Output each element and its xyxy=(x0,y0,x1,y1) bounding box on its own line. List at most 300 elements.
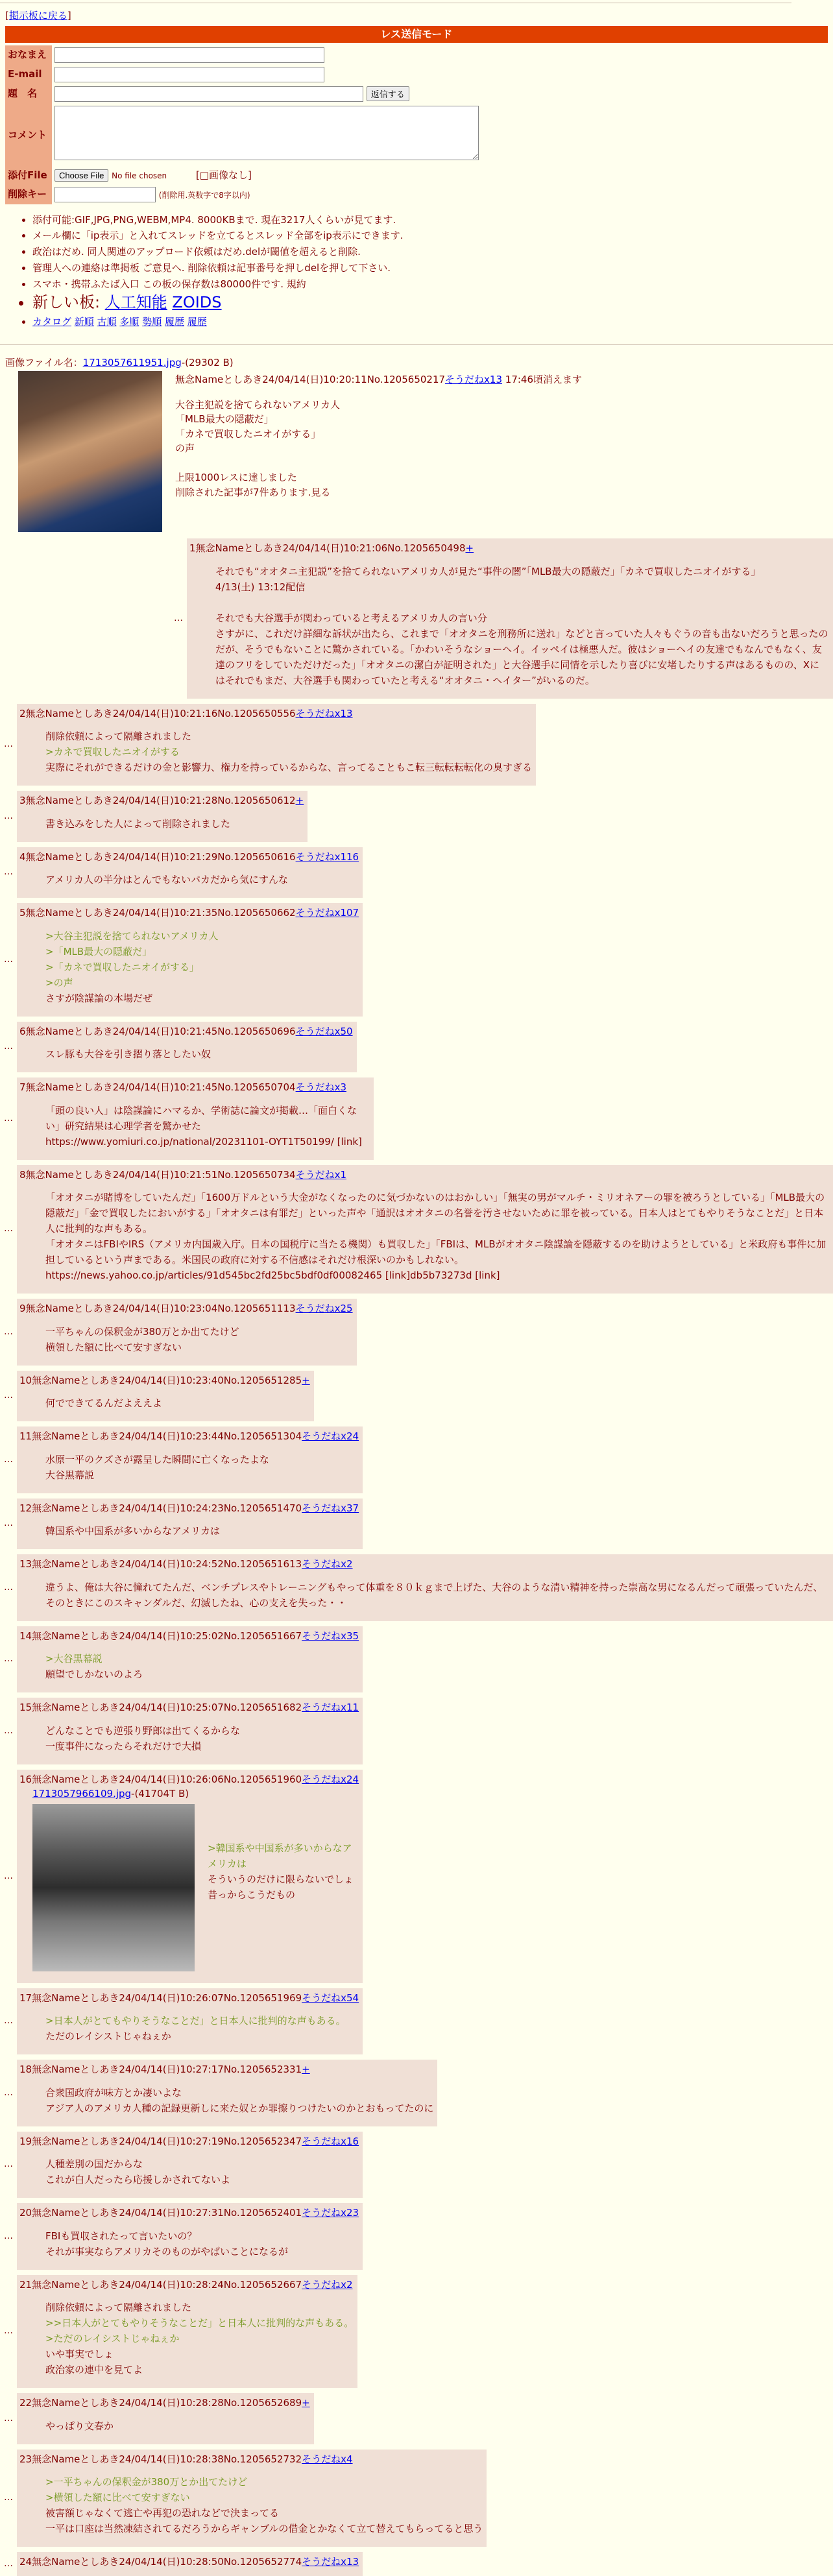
reply-number: 6 xyxy=(19,1025,26,1037)
reply-header-text: 無念Nameとしあき24/04/14(日)10:21:28No.1205650612 xyxy=(25,795,296,807)
reply-post xyxy=(0,2450,487,2547)
reply-header xyxy=(19,1772,359,1787)
sodane-link[interactable]: そうだねx35 xyxy=(302,1630,359,1642)
op-line: 大谷主犯説を捨てられないアメリカ人 xyxy=(175,398,340,411)
reply-dots: … xyxy=(4,1223,13,1234)
note-item: • 政治はだめ. 同人関連のアップロード依頼はだめ.delが閾値を超えると削除. xyxy=(32,244,833,260)
reply-dots: … xyxy=(4,1654,13,1665)
reply-content xyxy=(17,704,536,786)
reply-post xyxy=(0,1165,833,1294)
reply-content xyxy=(17,1988,363,2055)
reply-body xyxy=(45,1452,359,1483)
reply-body xyxy=(45,1723,359,1754)
sodane-link[interactable]: そうだねx24 xyxy=(302,1773,359,1785)
sodane-link[interactable]: そうだねx107 xyxy=(295,907,359,919)
bracket-close: ] xyxy=(67,10,71,21)
reply-body xyxy=(45,1103,370,1150)
reply-header xyxy=(19,1168,829,1183)
reply-header xyxy=(19,1080,370,1095)
reply-content xyxy=(17,1022,357,1073)
submit-reply-button[interactable]: 返信する xyxy=(367,86,409,101)
delkey-input[interactable] xyxy=(54,187,156,202)
reply-post xyxy=(0,1698,363,1764)
reply-number: 8 xyxy=(19,1168,26,1181)
reply-header-text: 無念Nameとしあき24/04/14(日)10:21:06No.1205650498 xyxy=(195,542,466,555)
reply-post xyxy=(170,538,833,699)
email-input[interactable] xyxy=(54,67,324,82)
reply-content xyxy=(187,538,833,699)
reply-header-text: 無念Nameとしあき24/04/14(日)10:27:19No.1205652347 xyxy=(32,2135,302,2147)
op-file-link[interactable]: 1713057611951.jpg xyxy=(82,356,182,368)
reply-line: 「オオタニが賭博をしていたんだ」「1600万ドルという大金がなくなったのに気づかないのはおかしい」「無実の男がマルチ・ミリオネアーの罪を被ろうとしている」「MLB最大の隠蔽だ」「金で買収したにおいがする」「オオタニは有罪だ」といった声や「通訳はオオタニの名誉を汚させないために罪を被っている。日本人はとてもやりそうなことだ」と日本人に批判的な声もある。 xyxy=(45,1192,825,1235)
reply-dots: … xyxy=(4,1454,13,1465)
reply-header xyxy=(19,906,359,921)
reply-dots: … xyxy=(4,2159,13,2170)
reply-header-text: 無念Nameとしあき24/04/14(日)10:27:17No.1205652331 xyxy=(32,2064,302,2076)
op-header-text: 無念Nameとしあき24/04/14(日)10:20:11No.1205650217 xyxy=(175,374,446,386)
reply-header-text: 無念Nameとしあき24/04/14(日)10:21:16No.1205650556 xyxy=(25,707,296,719)
quote-line: >カネで買収したニオイがする xyxy=(45,746,180,758)
reply-number: 2 xyxy=(19,707,26,719)
thread-divider xyxy=(0,344,833,345)
comment-textarea[interactable] xyxy=(54,106,479,160)
reply-header xyxy=(19,1557,829,1572)
reply-line: やっぱり文春か xyxy=(45,2420,114,2432)
reply-dots: … xyxy=(4,1113,13,1124)
sodane-link[interactable]: そうだねx1 xyxy=(295,1168,346,1181)
reply-body xyxy=(45,2085,433,2116)
reply-line: アメリカ人の半分はとんでもないバカだから気にすんな xyxy=(45,874,288,886)
sort-old-link[interactable]: 古順 xyxy=(97,315,117,328)
name-label: おなまえ xyxy=(5,45,52,65)
file-prefix: 画像ファイル名： xyxy=(5,356,83,368)
subject-input[interactable] xyxy=(54,86,363,102)
op-expiry: 17:46頃消えます xyxy=(505,374,583,386)
sodane-link[interactable]: + xyxy=(302,2397,310,2409)
reply-dots: … xyxy=(4,954,13,965)
reply-line: アジア人のアメリカ人種の記録更新しに来た奴とか罪擦りつけたいのかとおもってたのに xyxy=(45,2102,434,2114)
reply-line: https://www.yomiuri.co.jp/national/20231101-OYT1T50199/ [link] xyxy=(45,1135,362,1148)
reply-header xyxy=(19,793,304,808)
email-label: E-mail xyxy=(5,65,52,84)
reply-content xyxy=(17,2060,437,2126)
reply-body xyxy=(215,564,829,688)
reply-dots: … xyxy=(4,739,13,750)
reply-post xyxy=(0,1022,357,1073)
sodane-link[interactable]: そうだねx13 xyxy=(302,2556,359,2568)
reply-line: 被害額じゃなくて逃亡や再犯の恐れなどで決まってる xyxy=(45,2507,280,2520)
reply-header xyxy=(19,1373,310,1388)
quote-line: >「MLB最大の隠蔽だ」 xyxy=(45,945,152,957)
reply-line: 願望でしかないのよろ xyxy=(45,1668,143,1681)
reply-dots: … xyxy=(4,2230,13,2241)
reply-header-text: 無念Nameとしあき24/04/14(日)10:25:07No.1205651682 xyxy=(32,1702,302,1714)
reply-post xyxy=(0,2132,363,2198)
reply-line: それでも“オオタニ主犯説”を捨てられないアメリカ人が見た“事件の闇”「MLB最大の隠蔽だ」「カネで買収したニオイがする」 xyxy=(215,565,761,577)
reply-content xyxy=(17,1077,374,1160)
reply-number: 9 xyxy=(19,1303,26,1315)
no-image-checkbox[interactable]: [□画像なし] xyxy=(195,169,252,181)
reply-header xyxy=(19,1024,353,1039)
reply-post xyxy=(0,791,308,842)
reply-content xyxy=(17,2203,363,2270)
reply-content xyxy=(17,2275,357,2389)
reply-post xyxy=(0,1988,363,2055)
sort-new-link[interactable]: 新順 xyxy=(74,315,94,328)
reply-content xyxy=(17,2393,314,2444)
reply-number: 10 xyxy=(19,1374,32,1386)
reply-body xyxy=(45,1190,829,1283)
back-to-board-link[interactable]: 掲示板に戻る xyxy=(8,10,67,21)
reply-dots: … xyxy=(4,1582,13,1593)
reply-number: 7 xyxy=(19,1081,26,1094)
op-line: 「カネで買収したニオイがする」 xyxy=(175,427,321,440)
reply-dots: … xyxy=(4,2016,13,2027)
no-file-text: No file chosen xyxy=(112,171,167,180)
reply-header xyxy=(19,850,359,865)
op-post xyxy=(0,370,833,500)
reply-content xyxy=(17,791,308,842)
reply-header-text: 無念Nameとしあき24/04/14(日)10:26:07No.1205651969 xyxy=(32,1992,302,2004)
catalog-link[interactable]: カタログ xyxy=(32,315,72,328)
sodane-link[interactable]: そうだねx23 xyxy=(302,2207,359,2219)
reply-number: 21 xyxy=(19,2278,32,2291)
reply-post xyxy=(0,903,363,1017)
reply-number: 5 xyxy=(19,907,26,919)
reply-line: 違うよ、俺は大谷に憧れてたんだ、ベンチプレスやトレーニングもやって体重を８０ｋｇまで上げた、大谷のような清い精神を持った崇高な男になるんだって頑張っていたんだ、そのときにこのスキャンダルだ、幻滅したね、心の支えを失った・・ xyxy=(45,1581,823,1609)
reply-line: いや事実でしょ xyxy=(45,2348,114,2361)
reply-content xyxy=(17,1165,833,1294)
reply-line: 実際にそれができるだけの金と影響力、権力を持っているからな、言ってることもこ転三転転転転化の臭すぎる xyxy=(45,762,533,774)
reply-header-text: 無念Nameとしあき24/04/14(日)10:21:29No.1205650616 xyxy=(25,850,296,863)
new-board-line xyxy=(32,292,833,314)
reply-header-text: 無念Nameとしあき24/04/14(日)10:23:44No.1205651304 xyxy=(32,1430,302,1443)
bracket-open: [ xyxy=(5,10,9,21)
quote-line: >>日本人がとてもやりそうなことだ」と日本人に批判的な声もある。 xyxy=(45,2317,354,2329)
reply-line: ただのレイシストじゃねぇか xyxy=(45,2030,171,2043)
reply-line: 人種差別の国だからな xyxy=(45,2158,143,2171)
reply-content xyxy=(17,1770,363,1983)
sodane-link[interactable]: そうだねx4 xyxy=(302,2453,353,2465)
reply-post xyxy=(0,1077,374,1160)
reply-line: 水原一平のクズさが露呈した瞬間に亡くなったよな xyxy=(45,1453,269,1465)
sodane-link[interactable]: そうだねx54 xyxy=(302,1992,359,2004)
reply-number: 1 xyxy=(189,542,196,555)
reply-number: 14 xyxy=(19,1630,32,1642)
reply-content xyxy=(17,1426,363,1493)
reply-number: 12 xyxy=(19,1502,32,1514)
reply-header xyxy=(19,1501,359,1516)
choose-file-button[interactable]: Choose File xyxy=(54,169,108,182)
quote-line: >一平ちゃんの保釈金が380万とか出てたけど xyxy=(45,2476,248,2488)
reply-content xyxy=(17,1499,363,1550)
reply-line: そういうのだけに限らないでしょ xyxy=(208,1873,354,1885)
reply-body xyxy=(45,1395,310,1411)
sort-many-link[interactable]: 多順 xyxy=(119,315,139,328)
subject-label: 題 名 xyxy=(5,84,52,104)
reply-header xyxy=(189,541,829,556)
reply-content xyxy=(17,2450,487,2547)
sodane-link[interactable]: + xyxy=(465,542,474,555)
reply-post xyxy=(0,1626,363,1693)
reply-line: それでも大谷選手が関わっていると考えるアメリカ人の言い分 xyxy=(215,612,487,624)
quote-line: >大谷黒幕説 xyxy=(45,1653,103,1665)
reply-header xyxy=(19,1700,359,1715)
comment-label: コメント xyxy=(5,104,52,167)
reply-header xyxy=(19,1429,359,1444)
reply-dots: … xyxy=(4,810,13,821)
reply-line: 削除依頼によって隔離されました xyxy=(45,2302,192,2314)
reply-dots: … xyxy=(173,612,183,623)
reply-line: 韓国系や中国系が多いからなアメリカは xyxy=(45,1525,220,1537)
reply-number: 17 xyxy=(19,1992,32,2004)
reply-header xyxy=(19,706,532,721)
reply-number: 18 xyxy=(19,2064,32,2076)
sort-momentum-link[interactable]: 勢順 xyxy=(142,315,162,328)
reply-line: 4/13(土) 13:12配信 xyxy=(215,581,306,593)
reply-body xyxy=(45,2474,483,2536)
reply-line xyxy=(215,595,829,610)
reply-post xyxy=(0,1299,357,1366)
reply-post xyxy=(0,1371,314,1422)
sodane-link[interactable]: + xyxy=(295,795,304,807)
note-item: • メール欄に「ip表示」と入れてスレッドを立てるとスレッド全部をip表示にできます. xyxy=(32,228,833,244)
reply-header xyxy=(19,2555,359,2570)
reply-line: スレ豚も大谷を引き摺り落としたい奴 xyxy=(45,1048,211,1061)
reply-header xyxy=(19,2062,433,2077)
reply-post xyxy=(0,1499,363,1550)
sodane-link[interactable]: + xyxy=(302,1374,310,1386)
sodane-link[interactable]: そうだねx3 xyxy=(295,1081,346,1094)
op-line: の声 xyxy=(175,442,195,455)
new-board-zoids-link[interactable]: ZOIDS xyxy=(172,293,222,312)
reply-dots: … xyxy=(4,2558,13,2569)
reply-number: 20 xyxy=(19,2207,32,2219)
reply-line: さすがに、これだけ詳細な訴状が出たら、これまで「オオタニを刑務所に送れ」などと言っていた人々もぐうの音も出ないだろうと思ったのだが、そうでもないことに驚かされている。「かわいそうなショーヘイ。イッペイは極悪人だ。彼はショーヘイの友達でもなんでもなく、友達のフリをしていただけだった」「オオタニの潔白が証明された」と大谷選手に同情を示したり喜びに安堵したりする声はあるものの、Xにはそれでもまだ、大谷選手も関わっていたと考える“オオタニ・ヘイター”がいるのだ。 xyxy=(215,627,828,686)
reply-line: どんなことでも逆張り野郎は出てくるからな xyxy=(45,1724,241,1737)
op-line xyxy=(174,456,833,471)
reply-line: 削除依頼によって隔離されました xyxy=(45,730,192,743)
reply-body xyxy=(45,1651,359,1682)
reply-header-text: 無念Nameとしあき24/04/14(日)10:24:23No.1205651470 xyxy=(32,1502,302,1514)
reply-line: それが事実ならアメリカそのものがやばいことになるが xyxy=(45,2245,288,2257)
op-body xyxy=(174,398,833,500)
reply-body xyxy=(45,1580,829,1611)
post-form xyxy=(5,45,481,204)
new-board-ai-link[interactable]: 人工知能 xyxy=(104,293,167,312)
reply-dots: … xyxy=(4,1326,13,1337)
reply-header xyxy=(19,2452,483,2467)
reply-line: 一度事件になったらそれだけで大損 xyxy=(45,1740,202,1752)
note-item: • 添付可能:GIF,JPG,PNG,WEBM,MP4. 8000KBまで. 現在3217人くらいが見てます. xyxy=(32,212,833,228)
reply-header xyxy=(19,1991,359,2006)
note-item: • 管理人への連絡は準掲板 ご意見へ. 削除依頼は記事番号を押しdelを押して下さい. xyxy=(32,260,833,276)
reply-content xyxy=(17,1698,363,1764)
sodane-link[interactable]: そうだねx50 xyxy=(295,1025,353,1037)
reply-post xyxy=(0,847,363,898)
reply-header-text: 無念Nameとしあき24/04/14(日)10:21:45No.1205650704 xyxy=(25,1081,296,1094)
reply-content xyxy=(17,1371,314,1422)
reply-post xyxy=(0,1554,833,1621)
reply-line: 「オオタニはFBIやIRS（アメリカ内国歳入庁。日本の国税庁に当たる機関）も買収した」「FBIは、MLBがオオタニ陰謀論を隠蔽するのを助けようとしている」と米政府も事件に加担しているという声まである。米国民の政府に対する不信感はそれだけ根深いのかもしれない。 xyxy=(45,1238,827,1266)
sodane-link[interactable]: + xyxy=(302,2064,310,2076)
reply-body xyxy=(45,2418,310,2434)
reply-header-text: 無念Nameとしあき24/04/14(日)10:21:51No.1205650734 xyxy=(25,1168,296,1181)
reply-line: さすが陰謀論の本場だぜ xyxy=(45,992,153,1004)
reply-header-text: 無念Nameとしあき24/04/14(日)10:25:02No.1205651667 xyxy=(32,1630,302,1642)
reply-header-text: 無念Nameとしあき24/04/14(日)10:28:24No.1205652667 xyxy=(32,2278,302,2291)
reply-dots: … xyxy=(4,2087,13,2098)
reply-line: 一平は口座は当然凍結されてるだろうからギャンブルの借金とかなくて立て替えてもらってると思う xyxy=(45,2523,483,2535)
sodane-link[interactable]: そうだねx2 xyxy=(302,2278,353,2291)
reply-number: 13 xyxy=(19,1558,32,1571)
reply-header xyxy=(19,2206,359,2221)
reply-header-text: 無念Nameとしあき24/04/14(日)10:27:31No.1205652401 xyxy=(32,2207,302,2219)
reply-header-text: 無念Nameとしあき24/04/14(日)10:24:52No.1205651613 xyxy=(32,1558,302,1571)
reply-body xyxy=(45,1523,359,1539)
delkey-label: 削除キー xyxy=(5,185,52,204)
reply-line: FBIも買収されたって言いたいの？ xyxy=(45,2230,197,2242)
reply-content xyxy=(17,903,363,1017)
reply-number: 11 xyxy=(19,1430,32,1443)
reply-post xyxy=(0,2275,357,2389)
file-label: 添付File xyxy=(5,166,52,185)
reply-number: 22 xyxy=(19,2397,32,2409)
sodane-link[interactable]: そうだねx11 xyxy=(302,1702,359,1714)
op-thumbnail-image[interactable] xyxy=(18,371,162,532)
reply-number: 19 xyxy=(19,2135,32,2147)
reply-line: 政治家の連中を見てよ xyxy=(45,2364,143,2376)
reply-file-line xyxy=(32,1787,359,1801)
reply-dots: … xyxy=(4,2413,13,2424)
history-link-2[interactable]: 履歴 xyxy=(187,315,207,328)
reply-header-text: 無念Nameとしあき24/04/14(日)10:21:35No.1205650662 xyxy=(25,907,296,919)
reply-dots: … xyxy=(4,1725,13,1736)
op-line: 「MLB最大の隠蔽だ」 xyxy=(175,413,274,426)
reply-mode-bar: レス送信モード xyxy=(5,26,828,43)
reply-header-text: 無念Nameとしあき24/04/14(日)10:28:28No.1205652689 xyxy=(32,2397,302,2409)
reply-body xyxy=(45,816,304,832)
reply-number: 3 xyxy=(19,795,26,807)
catalog-links xyxy=(32,314,833,330)
reply-line: 大谷黒幕説 xyxy=(45,1469,95,1481)
reply-header xyxy=(19,2396,310,2411)
quote-line: >日本人がとてもやりそうなことだ」と日本人に批判的な声もある。 xyxy=(45,2015,346,2027)
quote-line: >横領した額に比べて安すぎない xyxy=(45,2492,190,2504)
reply-content xyxy=(17,2132,363,2198)
reply-dots: … xyxy=(4,1870,13,1881)
reply-line: 合衆国政府が味方とか凄いよな xyxy=(45,2086,182,2099)
reply-dots: … xyxy=(4,1041,13,1052)
reply-line: 書き込みをした人によって削除されました xyxy=(45,817,231,830)
reply-post xyxy=(0,1426,363,1493)
reply-content xyxy=(17,1299,357,1366)
board-notes xyxy=(19,212,833,330)
reply-line: 一平ちゃんの保釈金が380万とか出てたけど xyxy=(45,1325,239,1338)
reply-content xyxy=(17,847,363,898)
sodane-link[interactable]: そうだねx16 xyxy=(302,2135,359,2147)
reply-content xyxy=(17,1626,363,1693)
new-board-prefix: 新しい板: xyxy=(32,293,101,312)
reply-dots: … xyxy=(4,2326,13,2337)
reply-header xyxy=(19,1301,353,1316)
reply-body xyxy=(45,2156,359,2187)
reply-line: 横領した額に比べて安すぎない xyxy=(45,1341,182,1353)
reply-header-text: 無念Nameとしあき24/04/14(日)10:28:50No.1205652774 xyxy=(32,2556,302,2568)
reply-line: これが白人だったら応援しかされてないよ xyxy=(45,2174,231,2186)
reply-body xyxy=(45,2013,359,2044)
quote-line: >の声 xyxy=(45,976,73,989)
sodane-link[interactable]: そうだねx37 xyxy=(302,1502,359,1514)
name-input[interactable] xyxy=(54,47,324,63)
reply-dots: … xyxy=(4,1518,13,1529)
reply-post xyxy=(0,1770,363,1983)
reply-header xyxy=(19,2278,354,2293)
op-sodane-link[interactable]: そうだねx13 xyxy=(445,374,502,386)
reply-header xyxy=(19,1629,359,1644)
delkey-note: (削除用.英数字で8字以内) xyxy=(158,190,250,200)
quote-line: >大谷主犯説を捨てられないアメリカ人 xyxy=(45,930,219,942)
reply-line: 昔っからこうだもの xyxy=(208,1888,296,1901)
reply-header-text: 無念Nameとしあき24/04/14(日)10:28:38No.1205652732 xyxy=(32,2453,302,2465)
reply-body xyxy=(45,928,359,1006)
note-item: • スマホ・携帯ふたば入口 この板の保存数は80000件です. 規約 xyxy=(32,276,833,293)
quote-line: >「カネで買収したニオイがする」 xyxy=(45,961,199,973)
reply-file-link[interactable]: 1713057966109.jpg xyxy=(32,1788,132,1800)
reply-post xyxy=(0,704,536,786)
reply-post xyxy=(0,2203,363,2270)
reply-content xyxy=(17,1554,833,1621)
history-link[interactable]: 履歴 xyxy=(164,315,184,328)
sodane-link[interactable]: そうだねx25 xyxy=(295,1303,353,1315)
reply-line: https://news.yahoo.co.jp/articles/91d545bc2fd25bc5bdf0df00082465 [link]db5b73273d [link] xyxy=(45,1270,500,1282)
reply-header-text: 無念Nameとしあき24/04/14(日)10:26:06No.1205651960 xyxy=(32,1773,302,1785)
reply-post xyxy=(0,2552,363,2576)
reply-body xyxy=(45,872,359,887)
reply-number: 16 xyxy=(19,1773,32,1785)
op-line: 削除された記事が7件あります.見る xyxy=(175,486,331,498)
reply-file-size: -(41704T B) xyxy=(131,1788,189,1800)
reply-number: 15 xyxy=(19,1702,32,1714)
reply-body xyxy=(45,728,532,775)
sodane-link[interactable]: そうだねx13 xyxy=(295,707,353,719)
reply-post xyxy=(0,2060,437,2126)
reply-header xyxy=(19,2134,359,2149)
reply-dots: … xyxy=(4,867,13,878)
sodane-link[interactable]: そうだねx2 xyxy=(302,1558,353,1571)
op-file-line xyxy=(0,355,833,370)
reply-header-text: 無念Nameとしあき24/04/14(日)10:23:40No.1205651285 xyxy=(32,1374,302,1386)
sodane-link[interactable]: そうだねx24 xyxy=(302,1430,359,1443)
reply-dots: … xyxy=(4,1390,13,1401)
reply-number: 23 xyxy=(19,2453,32,2465)
reply-content xyxy=(17,2552,363,2576)
reply-body xyxy=(45,2228,359,2259)
reply-thumbnail-image[interactable] xyxy=(32,1804,195,1971)
reply-body xyxy=(45,1046,353,1062)
op-file-size: -(29302 B) xyxy=(181,356,234,368)
sodane-link[interactable]: そうだねx116 xyxy=(295,850,359,863)
reply-number: 24 xyxy=(19,2556,32,2568)
quote-line: >ただのレイシストじゃねぇか xyxy=(45,2333,180,2345)
reply-body xyxy=(45,2300,354,2377)
reply-post xyxy=(0,2393,314,2444)
reply-dots: … xyxy=(4,2492,13,2503)
reply-body xyxy=(45,1324,353,1355)
reply-line: 「頭の良い人」は陰謀論にハマるか、学術誌に論文が掲載…「面白くない」研究結果は心理学者を驚かせた xyxy=(45,1104,357,1132)
reply-header-text: 無念Nameとしあき24/04/14(日)10:23:04No.1205651113 xyxy=(25,1303,296,1315)
quote-line: >韓国系や中国系が多いからなアメリカは xyxy=(208,1842,352,1870)
